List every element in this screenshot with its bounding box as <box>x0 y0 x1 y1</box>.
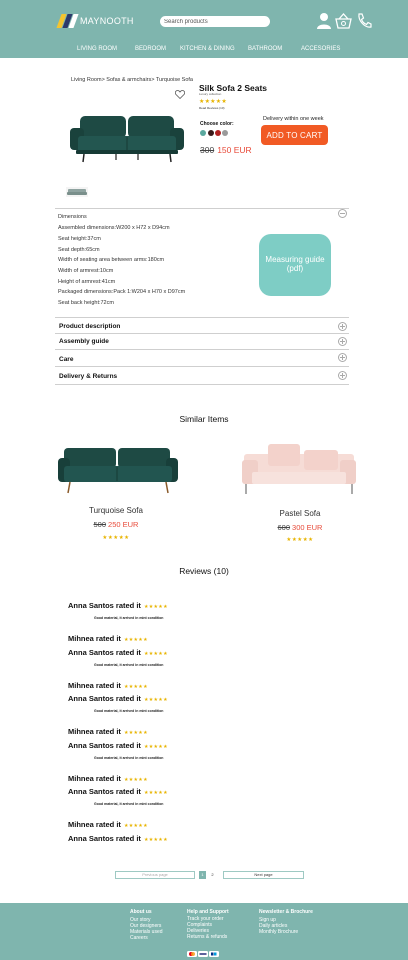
similar-item-image[interactable] <box>56 444 180 496</box>
dimension-line: Width of armrest:10cm <box>58 268 114 274</box>
divider <box>55 317 349 318</box>
footer-link[interactable]: Monthly Brochure <box>259 929 299 935</box>
footer-link[interactable]: Track your order <box>187 916 224 922</box>
price-old: 600 <box>277 523 291 532</box>
main-nav <box>60 46 350 56</box>
product-subtitle: Luxury collection <box>199 92 222 96</box>
review-stars: ★★★★★ <box>123 777 148 783</box>
dimension-line: Seat height:37cm <box>58 236 101 242</box>
price-old: 500 <box>93 520 107 529</box>
color-swatch-brown[interactable] <box>208 130 214 136</box>
dimension-line: Packaged dimensions:Pack 1:W204 x H70 x D97cm <box>58 289 186 295</box>
nav-item-bedroom[interactable]: BEDROOM <box>135 46 167 52</box>
review-text: Good material, it arrived in mint condition <box>94 756 164 760</box>
review-author: Mihnea rated it ★★★★★ <box>68 634 148 643</box>
footer-link[interactable]: Returns & refunds <box>187 934 228 940</box>
accordion-assembly-guide[interactable]: Assembly guide <box>59 338 109 345</box>
mastercard-icon <box>187 951 197 957</box>
page-1-button[interactable]: 1 <box>199 871 206 879</box>
review-author: Anna Santos rated it ★★★★★ <box>68 834 168 843</box>
review-author: Anna Santos rated it ★★★★★ <box>68 787 168 796</box>
similar-item-image[interactable] <box>238 440 360 496</box>
dimension-line: Seat depth:65cm <box>58 247 100 253</box>
color-swatch-red[interactable] <box>215 130 221 136</box>
price-old: 300 <box>200 145 215 155</box>
review-author: Anna Santos rated it ★★★★★ <box>68 648 168 657</box>
user-icon[interactable] <box>316 12 332 30</box>
divider <box>55 349 349 350</box>
review-author: Mihnea rated it ★★★★★ <box>68 774 148 783</box>
read-reviews-link[interactable]: Read Reviews (10) <box>199 106 225 110</box>
footer-link[interactable]: Careers <box>130 935 148 941</box>
review-stars: ★★★★★ <box>143 790 168 796</box>
similar-items-title: Similar Items <box>179 414 229 424</box>
footer-link[interactable]: Sign up <box>259 917 276 923</box>
accordion-delivery-returns[interactable]: Delivery & Returns <box>59 373 118 380</box>
footer-heading: About us <box>130 909 152 915</box>
divider <box>55 366 349 367</box>
footer-link[interactable]: Deliveries <box>187 928 209 934</box>
accordion-product-description[interactable]: Product description <box>59 323 121 330</box>
dimension-line: Width of seating area between arms:180cm <box>58 257 165 263</box>
review-stars: ★★★★★ <box>143 837 168 843</box>
review-stars: ★★★★★ <box>143 651 168 657</box>
review-stars: ★★★★★ <box>143 744 168 750</box>
product-thumbnail[interactable] <box>66 187 88 197</box>
logo-text: MAYNOOTH <box>80 16 134 26</box>
color-swatch-teal[interactable] <box>200 130 206 136</box>
price-new: 300 EUR <box>292 523 323 532</box>
review-stars: ★★★★★ <box>123 730 148 736</box>
footer-link[interactable]: Materials used <box>130 929 163 935</box>
dimension-line: Height of armrest:41cm <box>58 279 116 285</box>
nav-item-living-room[interactable]: LIVING ROOM <box>77 46 118 52</box>
similar-item-price <box>66 520 166 529</box>
similar-item-price <box>250 523 350 532</box>
review-stars: ★★★★★ <box>123 684 148 690</box>
dimension-line: Seat back height:72cm <box>58 300 114 306</box>
footer-link[interactable]: Daily articles <box>259 923 288 929</box>
nav-item-kitchen-dining[interactable]: KITCHEN & DINING <box>180 46 235 52</box>
similar-item-stars: ★★★★★ <box>102 535 130 541</box>
review-text: Good material, it arrived in mint condition <box>94 663 164 667</box>
choose-color-label: Choose color: <box>200 121 234 127</box>
footer-link[interactable]: Our story <box>130 917 151 923</box>
footer-link[interactable]: Complaints <box>187 922 213 928</box>
expand-icon[interactable] <box>338 322 347 331</box>
page-2-button[interactable]: 2 <box>211 872 214 877</box>
measuring-guide-button[interactable]: Measuring guide (pdf) <box>259 234 331 296</box>
review-author: Anna Santos rated it ★★★★★ <box>68 741 168 750</box>
search-input[interactable] <box>160 16 270 27</box>
review-stars: ★★★★★ <box>143 604 168 610</box>
review-text: Good material, it arrived in mint condition <box>94 802 164 806</box>
collapse-icon[interactable] <box>338 209 347 218</box>
visa-icon <box>198 951 208 957</box>
header <box>0 0 408 58</box>
logo[interactable] <box>58 12 134 30</box>
review-author: Mihnea rated it ★★★★★ <box>68 820 148 829</box>
nav-item-accesories[interactable]: ACCESORIES <box>301 46 341 52</box>
review-text: Good material, it arrived in mint condition <box>94 616 164 620</box>
footer-heading: Newsletter & Brochure <box>259 909 313 915</box>
review-text: Good material, it arrived in mint condition <box>94 709 164 713</box>
dimension-line: Assembled dimensions:W200 x H72 x D94cm <box>58 225 170 231</box>
review-author: Anna Santos rated it ★★★★★ <box>68 694 168 703</box>
review-author: Anna Santos rated it ★★★★★ <box>68 601 168 610</box>
footer <box>0 903 408 960</box>
product-rating-stars: ★★★★★ <box>199 99 227 105</box>
expand-icon[interactable] <box>338 337 347 346</box>
product-price <box>200 145 252 155</box>
reviews-title: Reviews (10) <box>179 566 229 576</box>
review-stars: ★★★★★ <box>123 637 148 643</box>
previous-page-button[interactable]: Previous page <box>115 871 195 879</box>
expand-icon[interactable] <box>338 353 347 362</box>
footer-link[interactable]: Our designers <box>130 923 162 929</box>
product-image <box>68 110 186 166</box>
divider <box>55 384 349 385</box>
dimensions-heading: Dimensions <box>58 214 87 220</box>
paypal-icon <box>209 951 219 957</box>
review-stars: ★★★★★ <box>123 823 148 829</box>
review-author: Mihnea rated it ★★★★★ <box>68 727 148 736</box>
divider <box>55 333 349 334</box>
add-to-cart-button[interactable]: ADD TO CART <box>261 125 328 145</box>
review-author: Mihnea rated it ★★★★★ <box>68 681 148 690</box>
footer-heading: Help and Support <box>187 909 229 915</box>
similar-item-name[interactable]: Turquoise Sofa <box>89 506 143 515</box>
accordion-care[interactable]: Care <box>59 356 74 363</box>
delivery-note: Delivery within one week <box>263 116 324 122</box>
basket-icon[interactable] <box>335 12 352 30</box>
expand-icon[interactable] <box>338 371 347 380</box>
similar-item-name[interactable]: Pastel Sofa <box>279 509 321 518</box>
review-stars: ★★★★★ <box>143 697 168 703</box>
similar-item-stars: ★★★★★ <box>286 537 314 543</box>
next-page-button[interactable]: Next page <box>223 871 304 879</box>
product-title: Silk Sofa 2 Seats <box>199 83 268 93</box>
phone-icon[interactable] <box>356 12 372 30</box>
price-new: 150 EUR <box>217 145 252 155</box>
heart-icon[interactable] <box>175 90 185 99</box>
breadcrumb[interactable]: Living Room> Sofas & armchairs> Turquoise Sofa <box>71 77 193 83</box>
price-new: 250 EUR <box>108 520 139 529</box>
logo-mark-icon <box>58 14 76 28</box>
nav-item-bathroom[interactable]: BATHROOM <box>248 46 283 52</box>
color-swatch-grey[interactable] <box>222 130 228 136</box>
